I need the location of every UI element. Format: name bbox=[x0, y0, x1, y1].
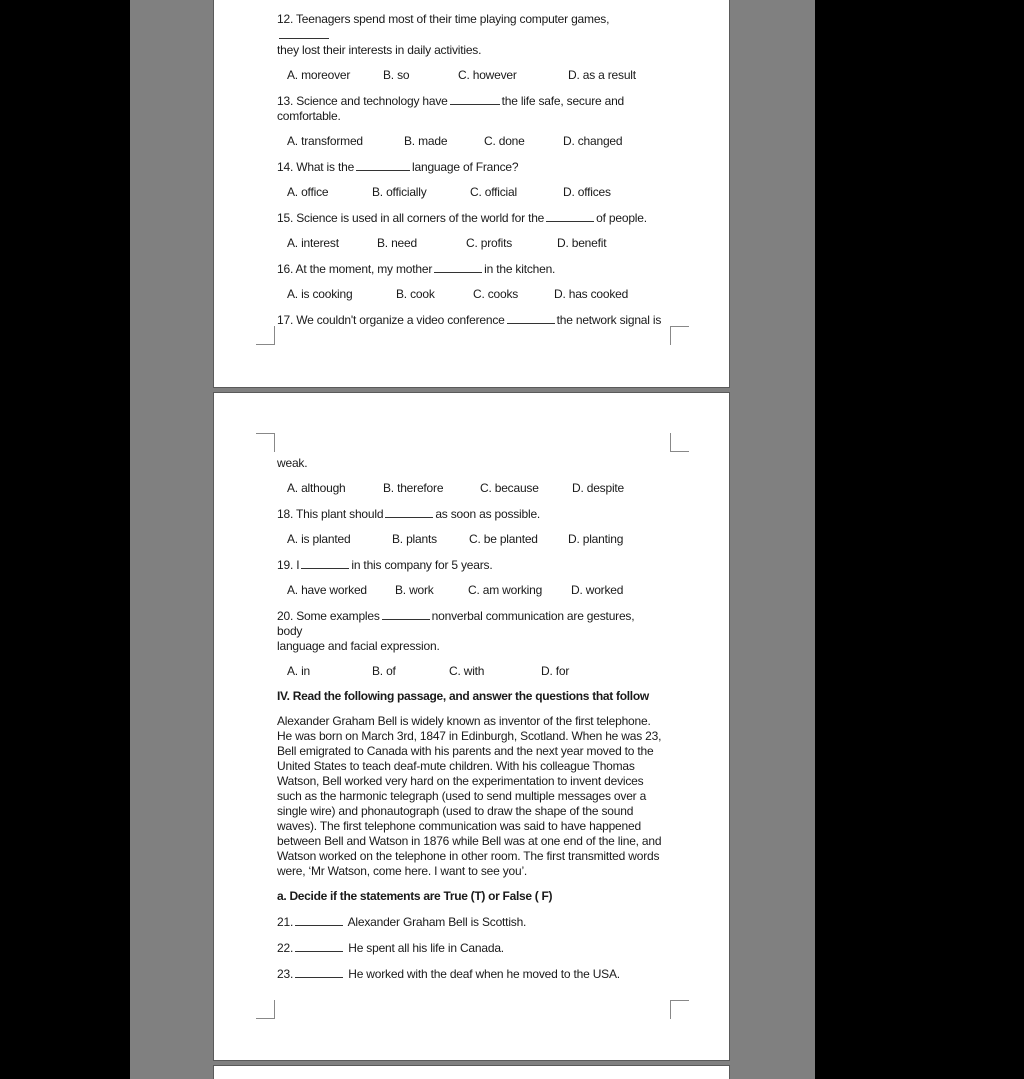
question-13-stem-a: 13. Science and technology have bbox=[277, 94, 448, 108]
crop-mark-top-right bbox=[670, 433, 689, 452]
option-a: A. interest bbox=[287, 236, 339, 250]
page-2-content bbox=[277, 456, 662, 992]
answer-blank bbox=[356, 159, 410, 171]
question-17-stem-b: the network signal is bbox=[556, 313, 662, 327]
question-20-stem-c: language and facial expression. bbox=[277, 639, 440, 653]
option-d: D. has cooked bbox=[554, 287, 629, 301]
option-c: C. done bbox=[484, 134, 525, 148]
answer-blank bbox=[295, 914, 343, 926]
question-16-stem-b: in the kitchen. bbox=[484, 262, 556, 276]
option-b: B. so bbox=[383, 68, 410, 82]
question-12-stem-a: 12. Teenagers spend most of their time playing computer games, bbox=[277, 12, 610, 26]
question-16-stem-a: 16. At the moment, my mother bbox=[277, 262, 433, 276]
question-17-stem-a: 17. We couldn't organize a video conference bbox=[277, 313, 505, 327]
question-12-stem-b: they lost their interests in daily activities. bbox=[277, 43, 482, 57]
question-17-continued bbox=[277, 456, 662, 471]
option-d: D. as a result bbox=[568, 68, 636, 82]
question-15-stem-b: of people. bbox=[596, 211, 647, 225]
answer-blank bbox=[382, 608, 430, 620]
question-15 bbox=[277, 210, 662, 226]
option-c: C. be planted bbox=[469, 532, 538, 546]
answer-blank bbox=[279, 27, 329, 39]
question-14-stem-a: 14. What is the bbox=[277, 160, 355, 174]
question-17-options bbox=[277, 481, 662, 496]
option-b: B. plants bbox=[392, 532, 437, 546]
question-13-stem-b: the life safe, secure and bbox=[501, 94, 625, 108]
document-viewer[interactable] bbox=[130, 0, 815, 1079]
option-a: A. is cooking bbox=[287, 287, 353, 301]
answer-blank bbox=[301, 557, 349, 569]
statement-number: 23. bbox=[277, 967, 294, 981]
crop-mark-bottom-right bbox=[670, 1000, 689, 1019]
question-18 bbox=[277, 506, 662, 522]
statement-number: 22. bbox=[277, 941, 294, 955]
section-4-heading: IV. Read the following passage, and answer the questions that follow bbox=[277, 689, 649, 703]
option-c: C. cooks bbox=[473, 287, 519, 301]
answer-blank bbox=[450, 93, 500, 105]
question-19 bbox=[277, 557, 662, 573]
statement-text: He spent all his life in Canada. bbox=[348, 941, 504, 955]
question-20 bbox=[277, 608, 662, 654]
question-18-stem-b: as soon as possible. bbox=[435, 507, 541, 521]
question-14-stem-b: language of France? bbox=[412, 160, 519, 174]
option-b: B. need bbox=[377, 236, 417, 250]
document-page-2 bbox=[214, 393, 729, 1060]
option-c: C. with bbox=[449, 664, 485, 678]
option-c: C. profits bbox=[466, 236, 513, 250]
statement-number: 21. bbox=[277, 915, 294, 929]
option-d: D. worked bbox=[571, 583, 624, 597]
option-b: B. cook bbox=[396, 287, 435, 301]
option-a: A. office bbox=[287, 185, 329, 199]
option-a: A. transformed bbox=[287, 134, 363, 148]
answer-blank bbox=[295, 966, 343, 978]
option-d: D. planting bbox=[568, 532, 624, 546]
option-d: D. for bbox=[541, 664, 570, 678]
statement-23 bbox=[277, 966, 662, 982]
option-d: D. offices bbox=[563, 185, 611, 199]
document-page-1 bbox=[214, 0, 729, 387]
answer-blank bbox=[546, 210, 594, 222]
question-16-options bbox=[277, 287, 662, 302]
answer-blank bbox=[434, 261, 482, 273]
question-13 bbox=[277, 93, 662, 124]
question-18-options bbox=[277, 532, 662, 547]
statement-21 bbox=[277, 914, 662, 930]
answer-blank bbox=[507, 312, 555, 324]
question-12-options bbox=[277, 68, 662, 83]
question-19-stem-a: 19. I bbox=[277, 558, 300, 572]
question-14 bbox=[277, 159, 662, 175]
question-19-stem-b: in this company for 5 years. bbox=[351, 558, 493, 572]
option-b: B. work bbox=[395, 583, 434, 597]
option-b: B. made bbox=[404, 134, 448, 148]
option-a: A. although bbox=[287, 481, 346, 495]
question-17-stem-c: weak. bbox=[277, 456, 308, 470]
question-19-options bbox=[277, 583, 662, 598]
crop-mark-top-left bbox=[256, 433, 275, 452]
true-false-heading: a. Decide if the statements are True (T) or False ( F) bbox=[277, 889, 553, 903]
crop-mark-bottom-left bbox=[256, 326, 275, 345]
question-17 bbox=[277, 312, 662, 328]
question-14-options bbox=[277, 185, 662, 200]
option-c: C. because bbox=[480, 481, 539, 495]
document-page-3 bbox=[214, 1066, 729, 1079]
option-b: B. officially bbox=[372, 185, 427, 199]
question-15-stem-a: 15. Science is used in all corners of the world for the bbox=[277, 211, 545, 225]
answer-blank bbox=[295, 940, 343, 952]
answer-blank bbox=[385, 506, 433, 518]
option-d: D. benefit bbox=[557, 236, 607, 250]
option-a: A. have worked bbox=[287, 583, 367, 597]
option-c: C. however bbox=[458, 68, 517, 82]
question-20-stem-b: nonverbal communication are gestures, body bbox=[277, 609, 635, 638]
crop-mark-bottom-right bbox=[670, 326, 689, 345]
option-d: D. changed bbox=[563, 134, 623, 148]
question-18-stem-a: 18. This plant should bbox=[277, 507, 384, 521]
option-a: A. in bbox=[287, 664, 311, 678]
option-b: B. of bbox=[372, 664, 396, 678]
question-16 bbox=[277, 261, 662, 277]
option-a: A. moreover bbox=[287, 68, 351, 82]
reading-passage: Alexander Graham Bell is widely known as inventor of the first telephone. He was born on March 3rd, 1847 in Edinburgh, Scotland. When he was 23, Bell emigrated to Canada with his parents and the next year moved to the United States to teach deaf-mute children. With his colleague Thomas Watson, Bell worked very hard on the experimentation to invent devices such as the harmonic telegraph (used to send multiple messages over a single wire) and phonautograph (used to draw the shape of the sound waves). The first telephone communication was said to have happened between Bell and Watson in 1876 while Bell was at one end of the line, and Watson worked on the telephone in other room. The first transmitted words were, ‘Mr Watson, come here. I want to see you’. bbox=[277, 714, 662, 878]
statement-text: Alexander Graham Bell is Scottish. bbox=[347, 915, 527, 929]
crop-mark-bottom-left bbox=[256, 1000, 275, 1019]
option-c: C. am working bbox=[468, 583, 543, 597]
question-20-options bbox=[277, 664, 662, 679]
question-20-stem-a: 20. Some examples bbox=[277, 609, 380, 623]
statement-text: He worked with the deaf when he moved to the USA. bbox=[348, 967, 620, 981]
question-13-options bbox=[277, 134, 662, 149]
option-a: A. is planted bbox=[287, 532, 351, 546]
option-d: D. despite bbox=[572, 481, 625, 495]
question-12 bbox=[277, 12, 662, 58]
question-15-options bbox=[277, 236, 662, 251]
page-1-content bbox=[277, 12, 662, 338]
option-c: C. official bbox=[470, 185, 517, 199]
option-b: B. therefore bbox=[383, 481, 444, 495]
statement-22 bbox=[277, 940, 662, 956]
question-13-stem-c: comfortable. bbox=[277, 109, 341, 123]
